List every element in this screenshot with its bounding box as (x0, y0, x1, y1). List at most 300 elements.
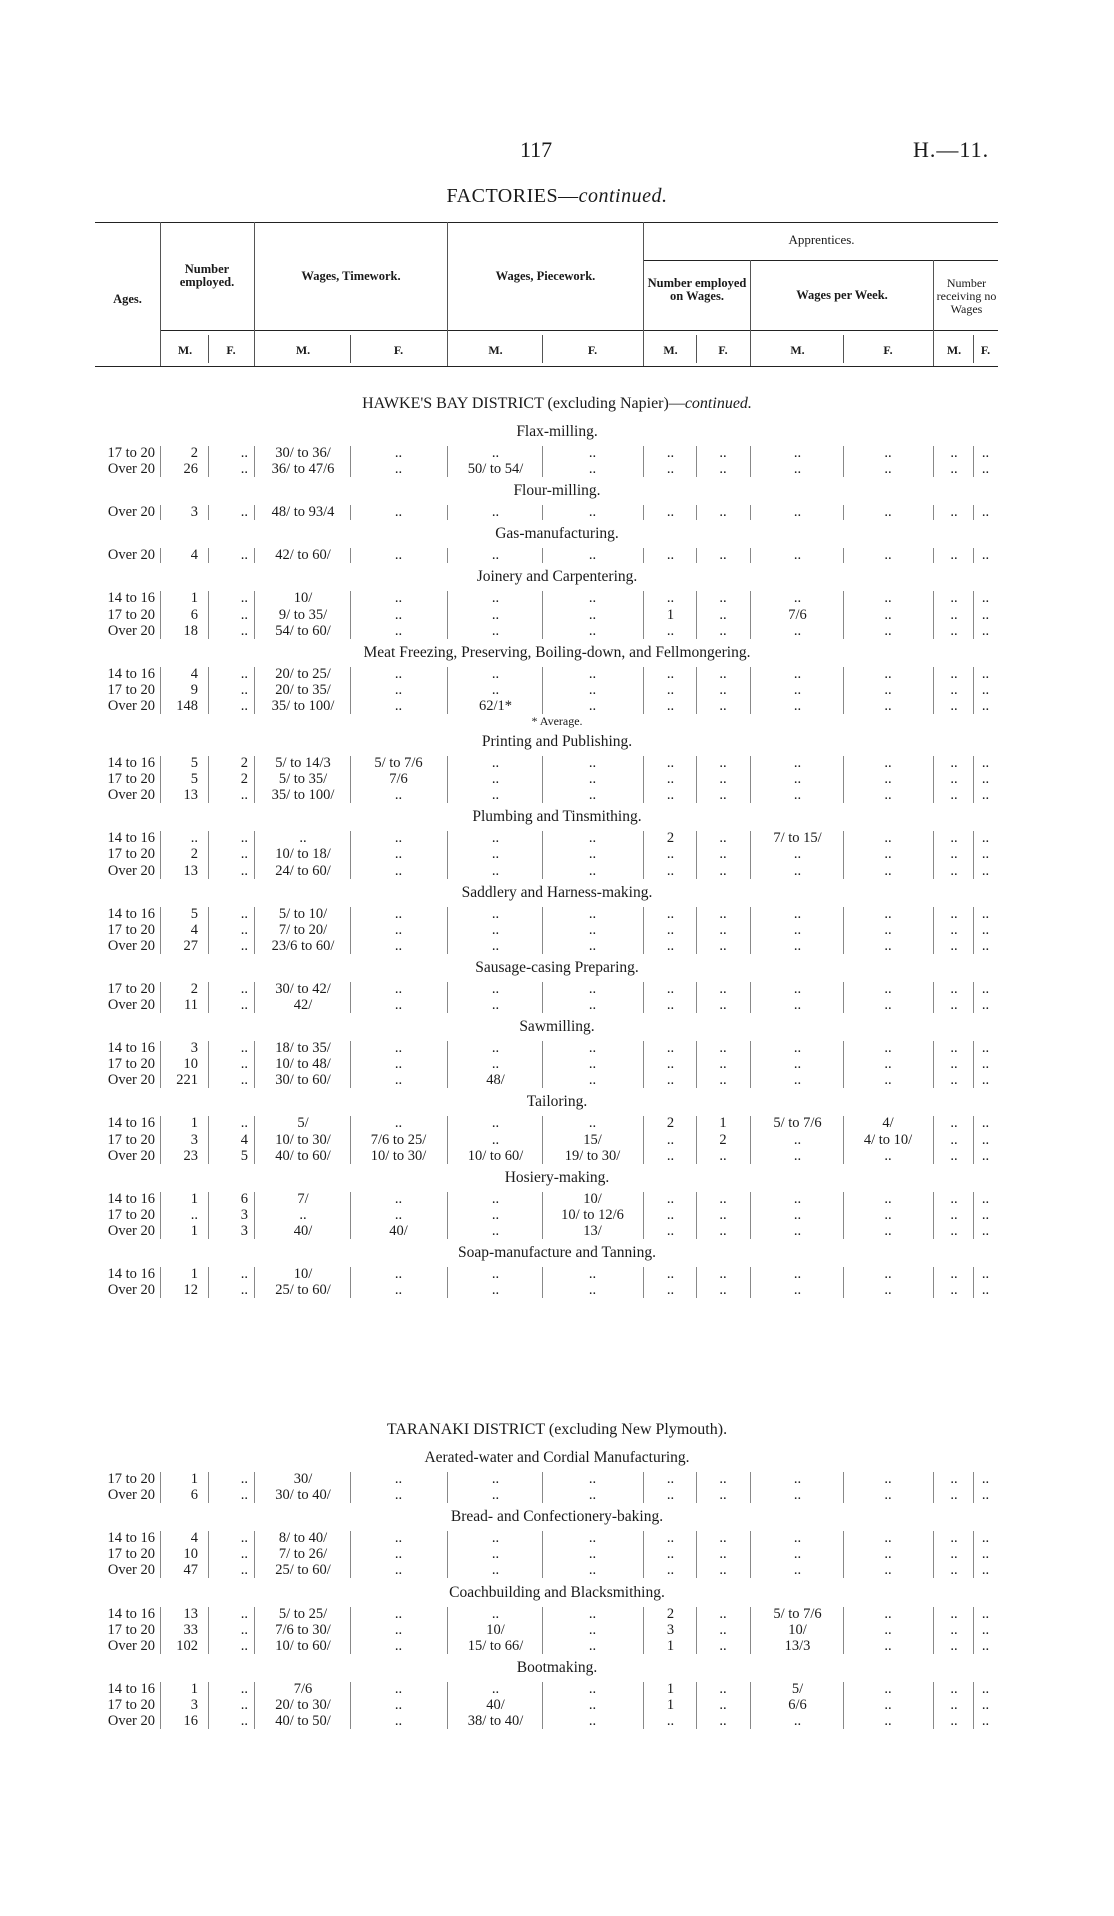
cell-employed-m: .. (190, 1206, 198, 1223)
column-divider (933, 591, 934, 638)
cell-employed-f: .. (240, 461, 248, 478)
cell-apprentice-wages-f: .. (884, 1072, 892, 1089)
cell-piecework-f: .. (588, 1546, 597, 1563)
cell-no-wages-f: .. (981, 1266, 990, 1282)
column-divider (447, 831, 448, 878)
table-row (0, 698, 1114, 714)
cell-apprentice-wages-f: .. (884, 622, 892, 639)
cell-apprentice-wages-m: .. (793, 681, 802, 698)
cell-employed-f: .. (240, 547, 248, 564)
column-divider (933, 548, 934, 563)
table-row (0, 830, 1114, 846)
table-row (0, 1471, 1114, 1487)
cell-apprentice-wages-f: .. (884, 997, 892, 1013)
cell-employed-m: 11 (184, 997, 198, 1013)
cell-no-wages-m: .. (950, 1115, 958, 1132)
column-divider (542, 756, 543, 803)
table-row (0, 607, 1114, 623)
cell-timework-f: .. (394, 846, 403, 863)
cell-timework-f: .. (394, 1621, 403, 1638)
cell-piecework-f: .. (588, 905, 597, 922)
cell-employed-f: .. (240, 1637, 248, 1654)
column-divider (843, 1116, 844, 1163)
column-divider (973, 548, 974, 563)
cell-apprentice-wages-m: .. (793, 846, 802, 863)
cell-piecework-f: .. (588, 997, 597, 1013)
cell-employed-m: 2 (190, 445, 198, 461)
cell-employed-m: 1 (190, 1190, 198, 1207)
column-divider (208, 1607, 209, 1654)
cell-employed-m: 1 (190, 590, 198, 607)
column-divider (933, 505, 934, 520)
cell-piecework-f: .. (588, 1621, 597, 1638)
cell-apprentice-employed-m: .. (666, 697, 675, 714)
cell-age: Over 20 (107, 697, 155, 714)
column-divider (643, 667, 644, 714)
table-row (0, 1191, 1114, 1207)
cell-apprentice-wages-m: .. (793, 755, 802, 771)
cell-apprentice-employed-m: .. (666, 1072, 675, 1089)
column-divider (750, 907, 751, 954)
cell-timework-f: .. (394, 665, 403, 682)
cell-piecework-f: .. (588, 1072, 597, 1089)
header-number-employed: Number employed. (179, 262, 235, 289)
column-divider (350, 548, 351, 563)
cell-apprentice-wages-m: 7/6 (788, 606, 807, 623)
column-divider (933, 1531, 934, 1578)
cell-apprentice-wages-f: .. (884, 445, 892, 461)
cell-apprentice-wages-f: .. (884, 1680, 892, 1697)
cell-employed-m: 6 (190, 1487, 198, 1504)
footnote: * Average. (531, 714, 583, 728)
cell-apprentice-wages-f: .. (884, 504, 892, 521)
cell-timework-f: .. (394, 1562, 403, 1579)
cell-piecework-m: .. (491, 937, 500, 954)
table-row (0, 863, 1114, 879)
district-heading (0, 1421, 1114, 1439)
cell-employed-m: 4 (190, 547, 198, 564)
industry-heading: Tailoring. (526, 1093, 588, 1111)
column-divider (254, 1531, 255, 1578)
column-divider (542, 907, 543, 954)
cell-timework-m: 35/ to 100/ (271, 787, 335, 804)
cell-no-wages-m: .. (950, 681, 958, 698)
header-apprentices: Apprentices. (788, 232, 855, 247)
cell-apprentice-employed-m: .. (666, 1056, 675, 1073)
cell-apprentice-employed-m: .. (666, 445, 675, 461)
column-divider (160, 982, 161, 1013)
cell-no-wages-m: .. (950, 997, 958, 1013)
cell-apprentice-wages-f: .. (884, 1206, 892, 1223)
column-divider (254, 756, 255, 803)
cell-piecework-f: .. (588, 980, 597, 997)
cell-piecework-m: 10/ to 60/ (467, 1147, 524, 1164)
cell-apprentice-employed-m: 3 (666, 1621, 675, 1638)
cell-timework-m: 10/ to 18/ (275, 846, 331, 863)
column-divider (160, 1041, 161, 1088)
cell-apprentice-employed-f: .. (719, 1190, 727, 1207)
cell-apprentice-employed-f: .. (719, 1206, 727, 1223)
column-divider (208, 756, 209, 803)
cell-timework-f: .. (394, 697, 403, 714)
header-divider (254, 222, 255, 366)
cell-timework-m: 20/ to 35/ (275, 681, 331, 698)
cell-no-wages-f: .. (981, 846, 990, 863)
cell-no-wages-m: .. (950, 445, 958, 461)
column-divider (696, 1267, 697, 1298)
cell-piecework-m: .. (491, 1206, 500, 1223)
cell-no-wages-m: .. (950, 830, 958, 847)
table-row (0, 1282, 1114, 1298)
column-divider (643, 756, 644, 803)
cell-piecework-f: .. (588, 1605, 597, 1622)
cell-timework-f: .. (394, 1282, 403, 1299)
cell-apprentice-employed-f: .. (719, 461, 727, 478)
cell-apprentice-wages-f: .. (884, 697, 892, 714)
cell-employed-m: 1 (190, 1680, 198, 1697)
table-row (0, 846, 1114, 862)
column-divider (643, 1192, 644, 1239)
cell-no-wages-f: .. (981, 980, 990, 997)
cell-timework-f: .. (394, 1605, 403, 1622)
cell-apprentice-employed-f: .. (719, 606, 727, 623)
cell-piecework-m: .. (491, 504, 500, 521)
column-divider (254, 1116, 255, 1163)
industry-heading: Bread- and Confectionery-baking. (450, 1508, 664, 1526)
cell-no-wages-m: .. (950, 1530, 958, 1547)
cell-employed-m: 221 (176, 1072, 198, 1089)
cell-apprentice-wages-f: .. (884, 1487, 892, 1504)
cell-piecework-m: .. (491, 1282, 500, 1299)
column-divider (643, 831, 644, 878)
cell-piecework-m: .. (491, 787, 500, 804)
table-row (0, 547, 1114, 563)
column-divider (447, 1041, 448, 1088)
cell-timework-f: .. (394, 445, 403, 461)
header-top-rule (95, 222, 998, 223)
cell-apprentice-employed-m: .. (666, 547, 675, 564)
cell-no-wages-f: .. (981, 606, 990, 623)
column-divider (843, 1531, 844, 1578)
cell-timework-f: 7/6 to 25/ (370, 1131, 427, 1148)
cell-piecework-f: 10/ (583, 1190, 602, 1207)
cell-employed-f: 6 (240, 1190, 248, 1207)
header-divider (643, 222, 644, 366)
header-divider (750, 260, 751, 366)
cell-no-wages-m: .. (950, 1546, 958, 1563)
column-divider (350, 907, 351, 954)
cell-piecework-m: .. (491, 1056, 500, 1073)
column-divider (973, 1041, 974, 1088)
cell-apprentice-wages-m: 6/6 (788, 1696, 807, 1713)
column-divider (643, 548, 644, 563)
cell-employed-f: 3 (240, 1222, 248, 1239)
cell-piecework-m: 50/ to 54/ (467, 461, 524, 478)
cell-apprentice-employed-f: .. (719, 1266, 727, 1282)
cell-no-wages-m: .. (950, 1222, 958, 1239)
cell-no-wages-f: .. (981, 622, 990, 639)
cell-employed-f: .. (240, 1115, 248, 1132)
cell-timework-f: .. (394, 1530, 403, 1547)
cell-apprentice-wages-f: .. (884, 1471, 892, 1487)
column-divider (643, 1531, 644, 1578)
cell-no-wages-m: .. (950, 590, 958, 607)
cell-piecework-m: .. (491, 622, 500, 639)
cell-no-wages-f: .. (981, 1072, 990, 1089)
table-row (0, 755, 1114, 771)
cell-timework-m: .. (299, 830, 307, 847)
column-divider (208, 1192, 209, 1239)
cell-age: 14 to 16 (107, 590, 155, 607)
cell-piecework-f: 10/ to 12/6 (561, 1206, 624, 1223)
cell-apprentice-wages-f: .. (884, 771, 892, 788)
column-divider (973, 982, 974, 1013)
cell-employed-m: .. (190, 830, 198, 847)
cell-employed-f: .. (240, 997, 248, 1013)
column-divider (254, 591, 255, 638)
column-divider (643, 1682, 644, 1729)
column-divider (542, 831, 543, 878)
column-divider (542, 1192, 543, 1239)
cell-no-wages-f: .. (981, 1115, 990, 1132)
industry-heading: Aerated-water and Cordial Manufacturing. (424, 1449, 690, 1466)
cell-employed-f: .. (240, 1056, 248, 1073)
cell-apprentice-wages-m: .. (793, 862, 802, 879)
industry-heading: Sawmilling. (519, 1018, 595, 1036)
column-divider (447, 1682, 448, 1729)
cell-timework-f: .. (394, 1696, 403, 1713)
column-divider (696, 982, 697, 1013)
cell-apprentice-employed-f: .. (719, 937, 727, 954)
cell-age: 14 to 16 (107, 1040, 155, 1057)
cell-apprentice-employed-f: 1 (719, 1115, 727, 1132)
cell-timework-f: .. (394, 1680, 403, 1697)
cell-piecework-m: .. (491, 1115, 500, 1132)
cell-age: 17 to 20 (107, 681, 155, 698)
column-divider (208, 1472, 209, 1503)
column-divider (254, 831, 255, 878)
column-divider (208, 1682, 209, 1729)
cell-timework-m: 36/ to 47/6 (271, 461, 335, 478)
cell-no-wages-f: .. (981, 665, 990, 682)
table-row (0, 461, 1114, 477)
table-row (0, 1072, 1114, 1088)
cell-piecework-m: .. (491, 547, 500, 564)
cell-timework-f: .. (394, 547, 403, 564)
industry-heading: Hosiery-making. (504, 1168, 610, 1186)
cell-apprentice-employed-f: .. (719, 1056, 727, 1073)
cell-age: Over 20 (107, 461, 155, 478)
column-divider (696, 831, 697, 878)
page-reference: H.—11. (913, 137, 990, 162)
cell-piecework-m: .. (491, 445, 500, 461)
cell-apprentice-employed-m: .. (666, 665, 675, 682)
cell-timework-m: 30/ (293, 1471, 313, 1487)
cell-no-wages-m: .. (950, 1282, 958, 1299)
cell-timework-m: 7/6 to 30/ (275, 1621, 331, 1638)
cell-timework-m: 24/ to 60/ (275, 862, 331, 879)
column-divider (696, 548, 697, 563)
page-title (0, 185, 1114, 208)
column-divider (973, 1682, 974, 1729)
cell-employed-m: 4 (190, 665, 198, 682)
column-divider (208, 831, 209, 878)
cell-piecework-f: .. (588, 830, 597, 847)
cell-apprentice-employed-m: 1 (666, 1696, 675, 1713)
column-divider (447, 548, 448, 563)
cell-piecework-f: .. (588, 937, 597, 954)
cell-apprentice-wages-f: 4/ to 10/ (863, 1131, 913, 1148)
cell-employed-f: .. (240, 1471, 248, 1487)
cell-no-wages-f: .. (981, 504, 990, 521)
cell-apprentice-employed-m: 2 (666, 830, 675, 847)
column-divider (447, 1267, 448, 1298)
cell-piecework-m: .. (491, 755, 500, 771)
header-wages-timework: Wages, Timework. (301, 269, 401, 283)
table-row (0, 682, 1114, 698)
cell-timework-m: 5/ to 35/ (278, 771, 328, 788)
column-divider (973, 591, 974, 638)
column-divider (843, 907, 844, 954)
cell-apprentice-wages-f: .. (884, 980, 892, 997)
table-row (0, 1223, 1114, 1239)
table-row (0, 590, 1114, 606)
cell-apprentice-employed-m: .. (666, 771, 675, 788)
cell-no-wages-m: .. (950, 937, 958, 954)
cell-timework-m: 23/6 to 60/ (271, 937, 335, 954)
column-divider (696, 1682, 697, 1729)
cell-no-wages-f: .. (981, 1530, 990, 1547)
column-divider (973, 1531, 974, 1578)
cell-timework-m: 7/ to 26/ (278, 1546, 328, 1563)
column-divider (750, 1607, 751, 1654)
cell-apprentice-employed-m: 2 (666, 1605, 675, 1622)
column-divider (843, 756, 844, 803)
cell-no-wages-f: .. (981, 1471, 990, 1487)
cell-no-wages-m: .. (950, 1696, 958, 1713)
cell-no-wages-f: .. (981, 830, 990, 847)
cell-timework-f: .. (394, 606, 403, 623)
cell-age: Over 20 (107, 1072, 155, 1089)
cell-age: 14 to 16 (107, 905, 155, 922)
cell-piecework-f: .. (588, 590, 597, 607)
cell-apprentice-wages-m: .. (793, 787, 802, 804)
cell-no-wages-f: .. (981, 1190, 990, 1207)
cell-apprentice-employed-m: .. (666, 1266, 675, 1282)
cell-timework-f: .. (394, 1713, 403, 1729)
cell-no-wages-m: .. (950, 1206, 958, 1223)
column-divider (350, 982, 351, 1013)
cell-piecework-f: .. (588, 1282, 597, 1299)
cell-timework-f: 7/6 (389, 771, 408, 788)
cell-apprentice-employed-m: .. (666, 622, 675, 639)
cell-timework-m: 5/ to 25/ (278, 1605, 328, 1622)
table-row (0, 1681, 1114, 1697)
cell-no-wages-m: .. (950, 905, 958, 922)
cell-employed-m: 5 (190, 755, 198, 771)
cell-employed-f: .. (240, 1530, 248, 1547)
cell-piecework-f: .. (588, 755, 597, 771)
cell-piecework-m: .. (491, 846, 500, 863)
column-divider (750, 1472, 751, 1503)
cell-apprentice-employed-f: 2 (719, 1131, 727, 1148)
cell-employed-m: 13 (183, 787, 198, 804)
cell-employed-f: .. (240, 937, 248, 954)
cell-apprentice-wages-m: .. (793, 1131, 802, 1148)
cell-timework-m: 48/ to 93/4 (271, 504, 335, 521)
cell-no-wages-f: .. (981, 937, 990, 954)
cell-age: Over 20 (107, 787, 155, 804)
column-divider (542, 1041, 543, 1088)
column-divider (160, 1682, 161, 1729)
cell-employed-m: 148 (176, 697, 198, 714)
column-divider (643, 591, 644, 638)
column-divider (973, 1267, 974, 1298)
column-divider (160, 1192, 161, 1239)
cell-age: Over 20 (107, 1487, 155, 1504)
cell-piecework-f: .. (588, 862, 597, 879)
cell-no-wages-f: .. (981, 1206, 990, 1223)
table-row (0, 906, 1114, 922)
subheader-f: F. (226, 343, 236, 357)
cell-apprentice-wages-f: .. (884, 787, 892, 804)
column-divider (933, 1472, 934, 1503)
column-divider (254, 1267, 255, 1298)
cell-employed-m: 5 (190, 771, 198, 788)
cell-timework-m: 25/ to 60/ (275, 1562, 331, 1579)
district-continued: continued. (684, 395, 752, 412)
column-divider (933, 982, 934, 1013)
cell-no-wages-m: .. (950, 787, 958, 804)
header-apprentices-employed: Number employed on Wages. (647, 276, 747, 303)
column-divider (160, 1531, 161, 1578)
cell-apprentice-wages-m: 5/ (791, 1680, 804, 1697)
cell-apprentice-wages-f: .. (884, 1040, 892, 1057)
cell-timework-m: 20/ to 30/ (275, 1696, 331, 1713)
header-wages-piecework: Wages, Piecework. (495, 269, 596, 283)
cell-apprentice-employed-m: .. (666, 997, 675, 1013)
cell-timework-f: .. (394, 1206, 403, 1223)
cell-apprentice-wages-m: .. (793, 937, 802, 954)
column-divider (208, 548, 209, 563)
cell-employed-m: 9 (190, 681, 198, 698)
cell-timework-m: 30/ to 60/ (275, 1072, 331, 1089)
cell-timework-f: .. (394, 681, 403, 698)
cell-no-wages-m: .. (950, 1056, 958, 1073)
cell-apprentice-employed-f: .. (719, 771, 727, 788)
column-divider (643, 982, 644, 1013)
cell-apprentice-wages-m: .. (793, 590, 802, 607)
cell-timework-f: .. (394, 1471, 403, 1487)
column-divider (696, 1116, 697, 1163)
industry-heading: Meat Freezing, Preserving, Boiling-down, and Fellmongering. (363, 643, 751, 661)
cell-apprentice-wages-m: .. (793, 461, 802, 478)
cell-piecework-m: .. (491, 1266, 500, 1282)
column-divider (208, 446, 209, 477)
column-divider (696, 446, 697, 477)
cell-no-wages-m: .. (950, 755, 958, 771)
cell-employed-m: 4 (190, 921, 198, 938)
cell-employed-f: .. (240, 665, 248, 682)
cell-age: 14 to 16 (107, 1266, 155, 1282)
column-divider (843, 1192, 844, 1239)
cell-age: 14 to 16 (107, 1115, 155, 1132)
column-divider (542, 1116, 543, 1163)
cell-age: 17 to 20 (107, 771, 155, 788)
column-divider (350, 446, 351, 477)
table-row (0, 666, 1114, 682)
table-row (0, 445, 1114, 461)
